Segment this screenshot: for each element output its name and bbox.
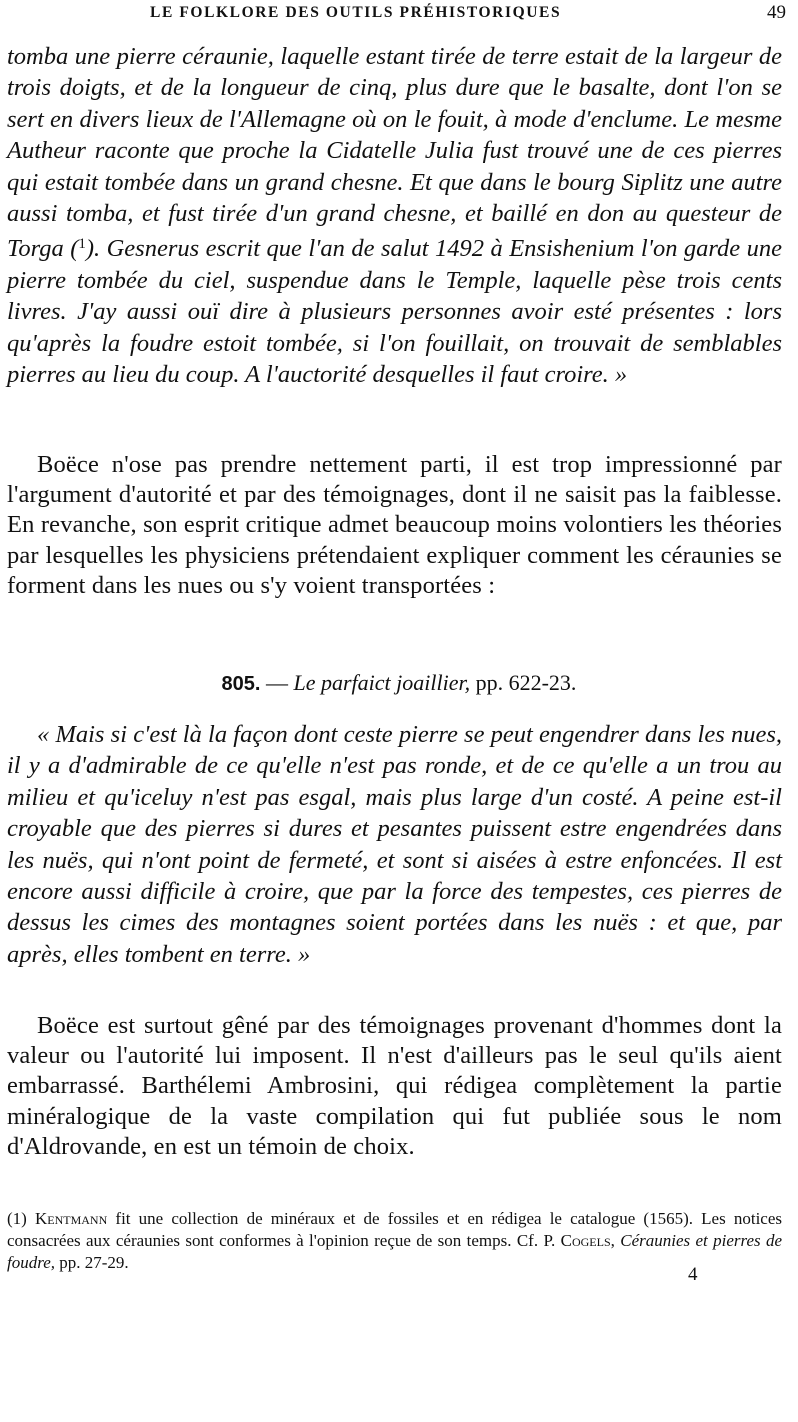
footnote <box>7 1208 782 1274</box>
footnote-cited-author: Cogels, <box>560 1231 615 1250</box>
section-dash: — <box>265 670 288 695</box>
footnote-author: Kentmann <box>34 1209 108 1228</box>
footnote-cited-title: Céraunies et pierres de foudre, <box>7 1231 783 1272</box>
signature-mark: 4 <box>688 1264 698 1285</box>
source-pages: pp. 622-23. <box>475 670 577 695</box>
section-heading <box>0 670 798 696</box>
quotation-text-part2: ). Gesnerus escrit que l'an de salut 1492 à Ensishenium l'on garde une pierre tombée du ciel, suspendue dans le Temple, laquelle pèse trois cents livres. J'ay aussi ouï dire à plusieurs personnes avoir esté présentes : lors qu'après la foudre estoit tombée, si l'on fouillait, on trouvait de semblables pierres au lieu du coup. A l'auctorité desquelles il faut croire. » <box>7 235 782 389</box>
quotation-paragraph-2: « Mais si c'est là la façon dont ceste pierre se peut engendrer dans les nues, il y a d'admirable de ce qu'elle n'est pas ronde, et de ce qu'elle a un trou au milieu et qu'iceluy n'est pas esgal, mais plus large d'un costé. A peine est-il croyable que des pierres si dures et pesantes puissent estre engendrées dans les nuës, qui n'ont point de fermeté, et sont si aisées à estre enfoncées. Il est encore aussi difficile à croire, que par la force des tempestes, ces pierres de dessus les cimes des montagnes soient portées dans les nuës : et que, par après, elles tombent en terre. » <box>7 721 782 968</box>
footnote-pages: pp. 27-29. <box>59 1253 129 1272</box>
section-number: 805. <box>221 673 261 695</box>
page-number: 49 <box>767 2 786 23</box>
body-paragraph-2: Boëce est surtout gêné par des témoignages provenant d'hommes dont la valeur ou l'autorité lui imposent. Il n'est d'ailleurs pas le seul qu'ils aient embarrassé. Barthélemi Ambrosini, qui rédigea complètement la partie minéralogique de la vaste compilation qui fut publiée sous le nom d'Aldrovande, en est un témoin de choix. <box>7 1012 782 1160</box>
quotation-text-part1: tomba une pierre céraunie, laquelle estant tirée de terre estait de la largeur de trois doigts, et de la longueur de cinq, plus dure que le basalte, dont l'on se sert en divers lieux de l'Allemagne où on le fouit, à mode d'enclume. Le mesme Autheur raconte que proche la Cidatelle Julia fust trouvé une de ces pierres qui estait tombée dans un grand chesne. Et que dans le bourg Siplitz une autre aussi tomba, et fust tirée d'un grand chesne, et baillé en don au questeur de Torga ( <box>7 43 782 263</box>
body-paragraph: Boëce n'ose pas prendre nettement parti, il est trop impressionné par l'argument d'autorité et par des témoignages, dont il ne saisit pas la faiblesse. En revanche, son esprit critique admet beaucoup moins volontiers les théories par lesquelles les physiciens prétendaient expliquer comment les céraunies se forment dans les nues ou s'y voient transportées : <box>7 451 782 599</box>
running-header <box>0 2 798 26</box>
footnote-marker: (1) <box>7 1209 27 1228</box>
running-title: LE FOLKLORE DES OUTILS PRÉHISTORIQUES <box>150 4 562 21</box>
footnote-reference: 1 <box>78 236 86 253</box>
footnote-text: fit une collection de minéraux et de fossiles et en rédigea le catalogue (1565). Les notices consacrées aux céraunies sont conformes à l'opinion reçue de son temps. Cf. P. <box>7 1209 782 1250</box>
source-title: Le parfaict joaillier, <box>293 670 471 695</box>
quotation-paragraph <box>7 41 782 390</box>
